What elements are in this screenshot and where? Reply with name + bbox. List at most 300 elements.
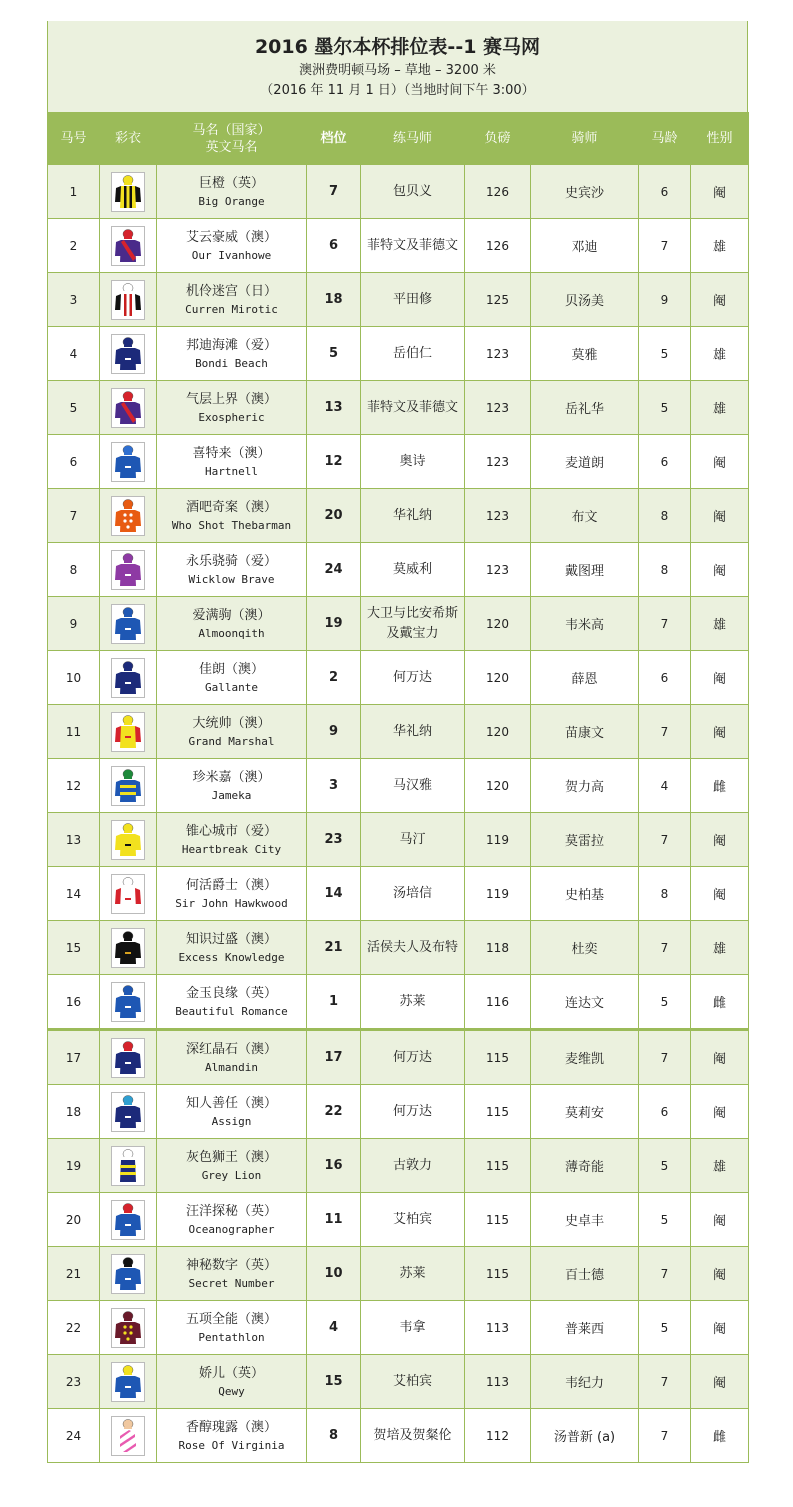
silks-cell	[100, 165, 157, 219]
jockey: 邓迪	[531, 219, 639, 273]
table-row	[48, 327, 749, 381]
horse-name-zh: 锥心城市（爱）	[185, 823, 277, 839]
horse-sex: 雄	[691, 921, 749, 975]
horse-name-cell	[157, 1193, 307, 1247]
horse-sex: 阉	[691, 273, 749, 327]
jockey-silks-icon	[111, 442, 145, 482]
horse-number: 14	[48, 867, 100, 921]
jockey-silks-icon	[111, 766, 145, 806]
horse-sex: 阉	[691, 1193, 749, 1247]
horse-number: 23	[48, 1355, 100, 1409]
barrier-draw: 2	[307, 651, 361, 705]
weight: 113	[465, 1355, 531, 1409]
silks-cell	[100, 381, 157, 435]
table-row	[48, 1355, 749, 1409]
jockey: 史宾沙	[531, 165, 639, 219]
horse-name-cell	[157, 1247, 307, 1301]
horse-age: 7	[639, 813, 691, 867]
horse-name-zh: 神秘数字（英）	[185, 1257, 277, 1273]
jockey-silks-icon	[111, 604, 145, 644]
horse-age: 7	[639, 1409, 691, 1463]
horse-age: 5	[639, 327, 691, 381]
header-row	[48, 113, 749, 165]
silks-cell	[100, 1030, 157, 1085]
horse-name-zh: 酒吧奇案（澳）	[185, 499, 277, 515]
silks-cell	[100, 867, 157, 921]
silks-cell	[100, 543, 157, 597]
horse-name-cell	[157, 1355, 307, 1409]
jockey: 薛恩	[531, 651, 639, 705]
horse-number: 10	[48, 651, 100, 705]
jockey-silks-icon	[111, 1200, 145, 1240]
table-row	[48, 489, 749, 543]
horse-sex: 阉	[691, 651, 749, 705]
horse-sex: 阉	[691, 1085, 749, 1139]
trainer: 贺培及贺粲伦	[361, 1409, 465, 1463]
page-title: 2016 墨尔本杯排位表--1 赛马网	[254, 36, 541, 58]
trainer: 平田修	[361, 273, 465, 327]
horse-age: 7	[639, 1030, 691, 1085]
horse-age: 5	[639, 1193, 691, 1247]
jockey: 杜奕	[531, 921, 639, 975]
barrier-draw: 4	[307, 1301, 361, 1355]
horse-sex: 阉	[691, 705, 749, 759]
datetime-line: （2016 年 11 月 1 日）（当地时间下午 3:00）	[260, 83, 535, 98]
horse-name-en: Our Ivanhowe	[191, 248, 272, 262]
silks-cell	[100, 273, 157, 327]
trainer: 艾柏宾	[361, 1193, 465, 1247]
horse-name-zh: 喜特来（澳）	[192, 445, 271, 461]
table-row	[48, 1301, 749, 1355]
table-row	[48, 1085, 749, 1139]
jockey: 普莱西	[531, 1301, 639, 1355]
silks-cell	[100, 1409, 157, 1463]
jockey-silks-icon	[111, 280, 145, 320]
jockey-silks-icon	[111, 1362, 145, 1402]
horse-age: 5	[639, 975, 691, 1030]
jockey: 莫莉安	[531, 1085, 639, 1139]
horse-number: 4	[48, 327, 100, 381]
horse-age: 4	[639, 759, 691, 813]
table-row	[48, 1139, 749, 1193]
horse-name-zh: 何活爵士（澳）	[185, 877, 277, 893]
horse-number: 1	[48, 165, 100, 219]
barrier-draw: 14	[307, 867, 361, 921]
horse-sex: 雌	[691, 1409, 749, 1463]
table-row	[48, 975, 749, 1030]
jockey-silks-icon	[111, 1416, 145, 1456]
horse-number: 11	[48, 705, 100, 759]
header-silks: 彩衣	[100, 113, 157, 165]
jockey-silks-icon	[111, 334, 145, 374]
horse-name-en: Pentathlon	[198, 1330, 265, 1344]
horse-age: 7	[639, 705, 691, 759]
trainer: 大卫与比安希斯及戴宝力	[361, 597, 465, 651]
barrier-draw: 16	[307, 1139, 361, 1193]
jockey-silks-icon	[111, 820, 145, 860]
table-row	[48, 921, 749, 975]
horse-name-en: Excess Knowledge	[178, 950, 285, 964]
silks-cell	[100, 489, 157, 543]
horse-name-en: Hartnell	[205, 464, 258, 478]
table-row	[48, 1030, 749, 1085]
weight: 120	[465, 705, 531, 759]
venue-line: 澳洲费明顿马场 – 草地 – 3200 米	[299, 63, 496, 78]
trainer: 包贝义	[361, 165, 465, 219]
barrier-draw: 18	[307, 273, 361, 327]
trainer: 莫威利	[361, 543, 465, 597]
table-row	[48, 381, 749, 435]
horse-sex: 阉	[691, 1030, 749, 1085]
silks-cell	[100, 759, 157, 813]
table-row	[48, 1409, 749, 1463]
jockey: 麦道朗	[531, 435, 639, 489]
horse-number: 9	[48, 597, 100, 651]
horse-age: 7	[639, 597, 691, 651]
silks-cell	[100, 327, 157, 381]
horse-name-en: Grand Marshal	[188, 734, 275, 748]
table-row	[48, 759, 749, 813]
silks-cell	[100, 1139, 157, 1193]
weight: 123	[465, 543, 531, 597]
horse-name-zh: 艾云豪威（澳）	[185, 229, 277, 245]
jockey-silks-icon	[111, 1254, 145, 1294]
horse-name-cell	[157, 705, 307, 759]
horse-name-cell	[157, 543, 307, 597]
header-sex: 性别	[691, 113, 749, 165]
horse-name-cell	[157, 1409, 307, 1463]
horse-name-en: Who Shot Thebarman	[171, 518, 292, 532]
horse-age: 6	[639, 651, 691, 705]
horse-number: 7	[48, 489, 100, 543]
horse-name-zh: 永乐骁骑（爱）	[185, 553, 277, 569]
jockey-silks-icon	[111, 658, 145, 698]
weight: 115	[465, 1030, 531, 1085]
weight: 115	[465, 1193, 531, 1247]
horse-age: 5	[639, 1301, 691, 1355]
jockey: 莫雷拉	[531, 813, 639, 867]
table-row	[48, 543, 749, 597]
horse-age: 6	[639, 1085, 691, 1139]
horse-age: 5	[639, 381, 691, 435]
weight: 126	[465, 219, 531, 273]
table-row	[48, 219, 749, 273]
trainer: 华礼纳	[361, 489, 465, 543]
horse-name-zh: 爱满驹（澳）	[192, 607, 271, 623]
trainer: 何万达	[361, 1030, 465, 1085]
table-row	[48, 867, 749, 921]
weight: 115	[465, 1247, 531, 1301]
table-row	[48, 597, 749, 651]
header-name-line1: 马名（国家）	[192, 122, 271, 138]
jockey-silks-icon	[111, 226, 145, 266]
horse-sex: 阉	[691, 1355, 749, 1409]
jockey: 薄奇能	[531, 1139, 639, 1193]
horse-name-en: Exospheric	[198, 410, 265, 424]
jockey-silks-icon	[111, 1146, 145, 1186]
jockey-silks-icon	[111, 1308, 145, 1348]
horse-name-en: Beautiful Romance	[175, 1004, 288, 1018]
jockey: 戴图理	[531, 543, 639, 597]
jockey: 汤普新 (a)	[531, 1409, 639, 1463]
silks-cell	[100, 1247, 157, 1301]
barrier-draw: 20	[307, 489, 361, 543]
horse-age: 6	[639, 435, 691, 489]
trainer: 何万达	[361, 1085, 465, 1139]
silks-cell	[100, 1085, 157, 1139]
jockey: 史卓丰	[531, 1193, 639, 1247]
horse-name-zh: 知人善任（澳）	[185, 1095, 277, 1111]
silks-cell	[100, 1355, 157, 1409]
table-row	[48, 165, 749, 219]
horse-name-cell	[157, 435, 307, 489]
horse-name-cell	[157, 381, 307, 435]
horse-name-en: Oceanographer	[188, 1222, 275, 1236]
weight: 119	[465, 867, 531, 921]
horse-number: 12	[48, 759, 100, 813]
header-jockey: 骑师	[531, 113, 639, 165]
horse-number: 5	[48, 381, 100, 435]
jockey: 莫雅	[531, 327, 639, 381]
weight: 126	[465, 165, 531, 219]
horse-age: 9	[639, 273, 691, 327]
trainer: 华礼纳	[361, 705, 465, 759]
jockey: 连达文	[531, 975, 639, 1030]
silks-cell	[100, 975, 157, 1030]
horse-number: 13	[48, 813, 100, 867]
barrier-draw: 8	[307, 1409, 361, 1463]
silks-cell	[100, 705, 157, 759]
horse-name-zh: 香醇瑰露（澳）	[185, 1419, 277, 1435]
header-name-line2: 英文马名	[205, 139, 258, 155]
barrier-draw: 13	[307, 381, 361, 435]
table-row	[48, 705, 749, 759]
weight: 119	[465, 813, 531, 867]
barrier-draw: 17	[307, 1030, 361, 1085]
horse-name-zh: 巨橙（英）	[198, 175, 264, 191]
barrier-draw: 10	[307, 1247, 361, 1301]
horse-number: 15	[48, 921, 100, 975]
jockey-silks-icon	[111, 712, 145, 752]
horse-sex: 雄	[691, 381, 749, 435]
horse-name-zh: 娇儿（英）	[198, 1365, 264, 1381]
horse-name-en: Almandin	[205, 1060, 258, 1074]
silks-cell	[100, 921, 157, 975]
trainer: 菲特文及菲德文	[361, 381, 465, 435]
horse-name-en: Heartbreak City	[181, 842, 282, 856]
horse-name-zh: 大统帅（澳）	[192, 715, 271, 731]
jockey: 韦纪力	[531, 1355, 639, 1409]
silks-cell	[100, 1301, 157, 1355]
trainer: 古敦力	[361, 1139, 465, 1193]
field-table	[47, 112, 749, 1463]
weight: 120	[465, 759, 531, 813]
barrier-draw: 9	[307, 705, 361, 759]
weight: 125	[465, 273, 531, 327]
header-weight: 负磅	[465, 113, 531, 165]
barrier-draw: 19	[307, 597, 361, 651]
horse-name-zh: 汪洋探秘（英）	[185, 1203, 277, 1219]
trainer: 苏莱	[361, 1247, 465, 1301]
horse-sex: 阉	[691, 543, 749, 597]
table-row	[48, 1247, 749, 1301]
horse-name-en: Secret Number	[188, 1276, 275, 1290]
jockey: 百士德	[531, 1247, 639, 1301]
silks-cell	[100, 597, 157, 651]
horse-name-zh: 珍米嘉（澳）	[192, 769, 271, 785]
silks-cell	[100, 435, 157, 489]
horse-sex: 阉	[691, 1301, 749, 1355]
silks-cell	[100, 1193, 157, 1247]
barrier-draw: 5	[307, 327, 361, 381]
horse-name-zh: 机伶迷宫（日）	[185, 283, 277, 299]
barrier-draw: 12	[307, 435, 361, 489]
horse-name-en: Wicklow Brave	[188, 572, 275, 586]
jockey-silks-icon	[111, 388, 145, 428]
horse-name-cell	[157, 165, 307, 219]
horse-age: 8	[639, 489, 691, 543]
horse-sex: 阉	[691, 489, 749, 543]
barrier-draw: 15	[307, 1355, 361, 1409]
horse-age: 7	[639, 921, 691, 975]
weight: 116	[465, 975, 531, 1030]
horse-name-en: Bondi Beach	[195, 356, 268, 370]
jockey-silks-icon	[111, 874, 145, 914]
jockey: 史柏基	[531, 867, 639, 921]
horse-name-cell	[157, 597, 307, 651]
jockey: 苗康文	[531, 705, 639, 759]
horse-name-zh: 深红晶石（澳）	[185, 1041, 277, 1057]
horse-number: 8	[48, 543, 100, 597]
horse-sex: 阉	[691, 813, 749, 867]
horse-sex: 阉	[691, 165, 749, 219]
trainer: 汤培信	[361, 867, 465, 921]
horse-name-cell	[157, 273, 307, 327]
horse-name-en: Grey Lion	[201, 1168, 262, 1182]
trainer: 马汀	[361, 813, 465, 867]
trainer: 岳伯仁	[361, 327, 465, 381]
horse-name-en: Big Orange	[198, 194, 265, 208]
barrier-draw: 21	[307, 921, 361, 975]
horse-age: 7	[639, 1355, 691, 1409]
horse-name-en: Jameka	[211, 788, 252, 802]
weight: 112	[465, 1409, 531, 1463]
jockey: 贺力高	[531, 759, 639, 813]
jockey-silks-icon	[111, 496, 145, 536]
horse-name-cell	[157, 867, 307, 921]
horse-age: 8	[639, 543, 691, 597]
horse-number: 6	[48, 435, 100, 489]
horse-name-zh: 五项全能（澳）	[185, 1311, 277, 1327]
horse-name-zh: 知识过盛（澳）	[185, 931, 277, 947]
silks-cell	[100, 813, 157, 867]
horse-name-en: Assign	[211, 1114, 252, 1128]
horse-age: 8	[639, 867, 691, 921]
weight: 115	[465, 1085, 531, 1139]
barrier-draw: 11	[307, 1193, 361, 1247]
jockey: 贝汤美	[531, 273, 639, 327]
horse-sex: 阉	[691, 867, 749, 921]
jockey-silks-icon	[111, 982, 145, 1022]
horse-sex: 阉	[691, 1247, 749, 1301]
horse-name-cell	[157, 1301, 307, 1355]
weight: 115	[465, 1139, 531, 1193]
trainer: 何万达	[361, 651, 465, 705]
horse-name-cell	[157, 489, 307, 543]
horse-name-cell	[157, 1030, 307, 1085]
horse-age: 7	[639, 219, 691, 273]
horse-name-en: Curren Mirotic	[185, 302, 278, 316]
race-card	[47, 21, 748, 1463]
horse-age: 6	[639, 165, 691, 219]
jockey: 岳礼华	[531, 381, 639, 435]
trainer: 艾柏宾	[361, 1355, 465, 1409]
barrier-draw: 23	[307, 813, 361, 867]
horse-number: 16	[48, 975, 100, 1030]
trainer: 活侯夫人及布特	[361, 921, 465, 975]
silks-cell	[100, 651, 157, 705]
table-row	[48, 813, 749, 867]
header-age: 马龄	[639, 113, 691, 165]
barrier-draw: 7	[307, 165, 361, 219]
horse-name-cell	[157, 759, 307, 813]
header-trainer: 练马师	[361, 113, 465, 165]
horse-name-cell	[157, 651, 307, 705]
jockey: 韦米高	[531, 597, 639, 651]
barrier-draw: 22	[307, 1085, 361, 1139]
weight: 120	[465, 597, 531, 651]
horse-name-en: Gallante	[205, 680, 258, 694]
horse-sex: 阉	[691, 435, 749, 489]
title-block	[47, 21, 748, 112]
table-row	[48, 273, 749, 327]
header-number: 马号	[48, 113, 100, 165]
table-row	[48, 651, 749, 705]
horse-name-en: Rose Of Virginia	[178, 1438, 285, 1452]
jockey-silks-icon	[111, 172, 145, 212]
table-body	[48, 165, 749, 1463]
jockey: 布文	[531, 489, 639, 543]
trainer: 苏莱	[361, 975, 465, 1030]
horse-name-zh: 佳朗（澳）	[198, 661, 264, 677]
header-draw: 档位	[307, 113, 361, 165]
weight: 120	[465, 651, 531, 705]
weight: 123	[465, 435, 531, 489]
jockey-silks-icon	[111, 1092, 145, 1132]
jockey: 麦维凯	[531, 1030, 639, 1085]
jockey-silks-icon	[111, 928, 145, 968]
table-row	[48, 435, 749, 489]
horse-name-zh: 气层上界（澳）	[185, 391, 277, 407]
jockey-silks-icon	[111, 550, 145, 590]
horse-name-zh: 金玉良缘（英）	[185, 985, 277, 1001]
silks-cell	[100, 219, 157, 273]
header-name	[157, 113, 307, 165]
horse-name-cell	[157, 219, 307, 273]
horse-age: 7	[639, 1247, 691, 1301]
horse-name-cell	[157, 327, 307, 381]
trainer: 韦拿	[361, 1301, 465, 1355]
weight: 123	[465, 381, 531, 435]
horse-number: 18	[48, 1085, 100, 1139]
weight: 118	[465, 921, 531, 975]
horse-number: 17	[48, 1030, 100, 1085]
horse-name-cell	[157, 1085, 307, 1139]
horse-sex: 雄	[691, 597, 749, 651]
horse-name-zh: 邦迪海滩（爱）	[185, 337, 277, 353]
table-row	[48, 1193, 749, 1247]
weight: 113	[465, 1301, 531, 1355]
